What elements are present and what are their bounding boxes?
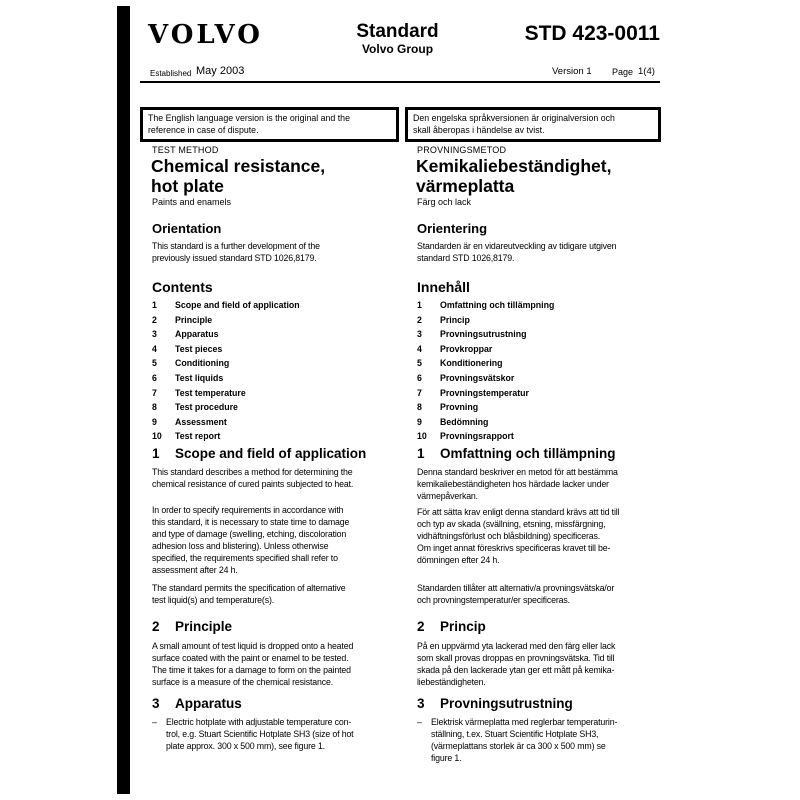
text-line: På en uppvärmd yta lackerad med den färg eller lack (417, 641, 616, 651)
section-2-para-1-sv (417, 640, 615, 688)
section-title: Omfattning och tillämpning (440, 446, 616, 461)
toc-item (152, 327, 300, 342)
text-line: This standard describes a method for determining the (152, 467, 353, 477)
toc-item (417, 386, 554, 401)
toc-item-number: 10 (152, 431, 162, 442)
toc-item-number: 6 (152, 372, 157, 383)
text-line: reference in case of dispute. (148, 124, 259, 135)
text-line: skall åberopas i händelse av tvist. (413, 124, 545, 135)
toc-item-label: Test report (175, 431, 221, 442)
section-1-heading-en (152, 446, 366, 461)
section-number: 2 (152, 619, 160, 634)
toc-item-label: Principle (175, 314, 213, 325)
section-1-para-2-sv (417, 506, 619, 566)
toc-item-number: 1 (152, 300, 157, 310)
toc-item (152, 386, 300, 401)
orientation-text-sv (417, 240, 616, 264)
toc-item-number: 5 (417, 358, 422, 369)
text-line: surface is a measure of the chemical resistance. (152, 677, 334, 687)
text-line: Chemical resistance, (151, 156, 326, 176)
toc-item (417, 415, 554, 430)
text-line: värmepåverkan. (417, 491, 478, 501)
section-1-para-1-en (152, 466, 353, 490)
doc-type-label: Standard (356, 21, 439, 42)
text-line: och typ av skada (svällning, etsning, missfärgning, (417, 519, 606, 529)
toc-item (417, 356, 554, 371)
toc-item-label: Provkroppar (440, 343, 493, 354)
toc-item-label: Test procedure (175, 402, 238, 413)
toc-item-label: Conditioning (175, 358, 230, 369)
contents-heading-sv: Innehåll (417, 279, 470, 295)
text-line: (värmeplattans storlek är ca 300 x 500 mm) se (431, 741, 606, 751)
text-line: Elektrisk värmeplatta med reglerbar temperaturin- (431, 717, 618, 727)
text-line: Kemikaliebeständighet, (416, 156, 612, 176)
toc-item-number: 5 (152, 358, 157, 369)
text-line: In order to specify requirements in accordance with (152, 505, 344, 515)
scan-edge-bar (117, 6, 130, 794)
contents-list-en (152, 298, 300, 444)
toc-item-label: Scope and field of application (175, 300, 300, 310)
section-number: 3 (152, 696, 160, 711)
text-line: Electric hotplate with adjustable temperature con- (166, 717, 352, 727)
section-3-heading-sv (417, 696, 573, 711)
header-rule (140, 81, 660, 83)
toc-item-label: Test temperature (175, 387, 246, 398)
toc-item-label: Test liquids (175, 372, 224, 383)
dash-bullet: – (152, 717, 157, 727)
toc-item-label: Provningstemperatur (440, 387, 529, 398)
volvo-logo: VOLVO (148, 20, 263, 50)
toc-item (417, 371, 554, 386)
text-line: plate approx. 300 x 500 mm), see figure 1. (166, 741, 325, 751)
doc-number: STD 423-0011 (524, 22, 660, 45)
text-line: och provningstemperatur/er specificeras. (417, 595, 570, 605)
orientation-heading-en: Orientation (152, 221, 222, 236)
section-2-heading-en (152, 619, 232, 634)
toc-item (152, 313, 300, 328)
text-line: Om inget annat föreskrivs specificeras kravet till be- (417, 543, 611, 553)
text-line: ställning, t.ex. Stuart Scientific Hotplate SH3, (431, 729, 599, 739)
doc-subtitle-en: Paints and enamels (152, 197, 232, 207)
toc-item-label: Provningsutrustning (440, 329, 527, 340)
text-line: assessment after 24 h. (152, 565, 238, 575)
toc-item-number: 2 (417, 314, 422, 325)
toc-item-number: 1 (417, 300, 422, 310)
text-line: Standarden tillåter att alternativ/a provningsvätska/or (417, 583, 615, 593)
text-line: test liquid(s) and temperature(s). (152, 595, 275, 605)
section-1-para-1-sv (417, 466, 618, 502)
section-title: Princip (440, 619, 486, 634)
toc-item-number: 7 (152, 387, 157, 398)
text-line: and type of damage (swelling, etching, discoloration (152, 529, 347, 539)
section-number: 1 (417, 446, 425, 461)
text-line: trol, e.g. Stuart Scientific Hotplate SH3 (size of hot (166, 729, 354, 739)
text-line: standard STD 1026,8179. (417, 253, 515, 263)
version-info: Version 1 (552, 66, 592, 77)
toc-item-label: Konditionering (440, 358, 503, 369)
text-line: dömningen efter 24 h. (417, 555, 500, 565)
section-2-heading-sv (417, 619, 486, 634)
toc-item-label: Princip (440, 314, 470, 325)
toc-item-number: 6 (417, 372, 422, 383)
toc-item-label: Assessment (175, 416, 227, 427)
dash-bullet: – (417, 717, 422, 727)
section-number: 2 (417, 619, 425, 634)
toc-item (152, 342, 300, 357)
text-line: som skall provas droppas en provningsvätska. Tid till (417, 653, 615, 663)
bullet-text (431, 716, 617, 764)
toc-item-number: 2 (152, 314, 157, 325)
toc-item-number: 10 (417, 431, 427, 442)
text-line: värmeplatta (416, 175, 515, 196)
toc-item-label: Provningsrapport (440, 431, 514, 442)
toc-item-number: 7 (417, 387, 422, 398)
toc-item-number: 8 (152, 402, 157, 413)
toc-item-label: Apparatus (175, 329, 219, 340)
text-line: this standard, it is necessary to state time to damage (152, 517, 350, 527)
section-title: Provningsutrustning (440, 696, 573, 711)
toc-item (152, 415, 300, 430)
toc-item-label: Provningsvätskor (440, 372, 515, 383)
toc-item-label: Test pieces (175, 343, 223, 354)
section-3-heading-en (152, 696, 242, 711)
doc-subtitle-sv: Färg och lack (417, 197, 472, 207)
section-3-bullet-en (152, 716, 353, 752)
orientation-heading-sv: Orientering (417, 221, 488, 236)
section-title: Apparatus (175, 696, 242, 711)
section-3-bullet-sv (417, 716, 617, 764)
text-line: Den engelska språkversionen är originalversion och (413, 113, 615, 123)
established-label: Established (150, 69, 192, 78)
text-line: Denna standard beskriver en metod för att bestämma (417, 467, 618, 477)
section-1-para-3-sv (417, 582, 614, 606)
toc-item-number: 4 (417, 343, 422, 354)
text-line: adhesion loss and blistering). Unless otherwise (152, 541, 329, 551)
text-line: The time it takes for a damage to form on the painted (152, 665, 351, 675)
text-line: A small amount of test liquid is dropped onto a heated (152, 641, 354, 651)
bullet-text (166, 716, 353, 752)
section-1-heading-sv (417, 446, 616, 461)
toc-item-number: 9 (152, 416, 157, 427)
text-line: The standard permits the specification of alternative (152, 583, 346, 593)
toc-item (417, 298, 554, 313)
text-line: hot plate (151, 175, 224, 196)
toc-item (417, 313, 554, 328)
section-number: 1 (152, 446, 160, 461)
toc-item (417, 327, 554, 342)
section-number: 3 (417, 696, 425, 711)
method-label-sv: PROVNINGSMETOD (417, 145, 507, 155)
contents-heading-en: Contents (152, 279, 213, 295)
section-1-para-2-en (152, 504, 349, 576)
notice-box-english (140, 107, 399, 142)
toc-item-number: 8 (417, 402, 422, 413)
toc-item (417, 400, 554, 415)
text-line: previously issued standard STD 1026,8179. (152, 253, 317, 263)
toc-item-number: 3 (152, 329, 157, 340)
toc-item-number: 3 (417, 329, 422, 340)
toc-item (152, 356, 300, 371)
text-line: The English language version is the original and the (148, 113, 350, 123)
toc-item-label: Omfattning och tillämpning (440, 300, 555, 310)
text-line: specified, the requirements specified shall refer to (152, 553, 338, 563)
text-line: chemical resistance of cured paints subjected to heat. (152, 479, 354, 489)
contents-list-sv (417, 298, 554, 444)
text-line: För att sätta krav enligt denna standard krävs att tid till (417, 507, 620, 517)
text-line: surface coated with the paint or enamel to be tested. (152, 653, 349, 663)
text-line: figure 1. (431, 753, 462, 763)
text-line: vidhäftningsförlust och blåsbildning) specificeras. (417, 531, 601, 541)
toc-item-label: Bedömning (440, 416, 489, 427)
toc-item (152, 298, 300, 313)
notice-box-swedish (405, 107, 661, 142)
section-1-para-3-en (152, 582, 346, 606)
toc-item-label: Provning (440, 402, 479, 413)
page-label: Page (612, 67, 634, 77)
text-line: skada på den lackerade ytan ger ett mått på kemika- (417, 665, 615, 675)
section-2-para-1-en (152, 640, 353, 688)
section-title: Scope and field of application (175, 446, 367, 461)
org-label: Volvo Group (361, 42, 434, 56)
toc-item-number: 4 (152, 343, 157, 354)
established-date: May 2003 (196, 65, 245, 77)
page-number: 1(4) (638, 66, 655, 77)
text-line: liebeständigheten. (417, 677, 486, 687)
orientation-text-en (152, 240, 320, 264)
toc-item (152, 429, 300, 444)
section-title: Principle (175, 619, 233, 634)
text-line: Standarden är en vidareutveckling av tidigare utgiven (417, 241, 617, 251)
text-line: kemikaliebeständigheten hos härdade lacker under (417, 479, 609, 489)
toc-item (152, 400, 300, 415)
method-label-en: TEST METHOD (152, 145, 219, 155)
toc-item-number: 9 (417, 416, 422, 427)
toc-item (417, 429, 554, 444)
toc-item (417, 342, 554, 357)
toc-item (152, 371, 300, 386)
doc-title-sv (416, 157, 611, 196)
text-line: This standard is a further development of the (152, 241, 320, 251)
doc-title-en (151, 157, 325, 196)
